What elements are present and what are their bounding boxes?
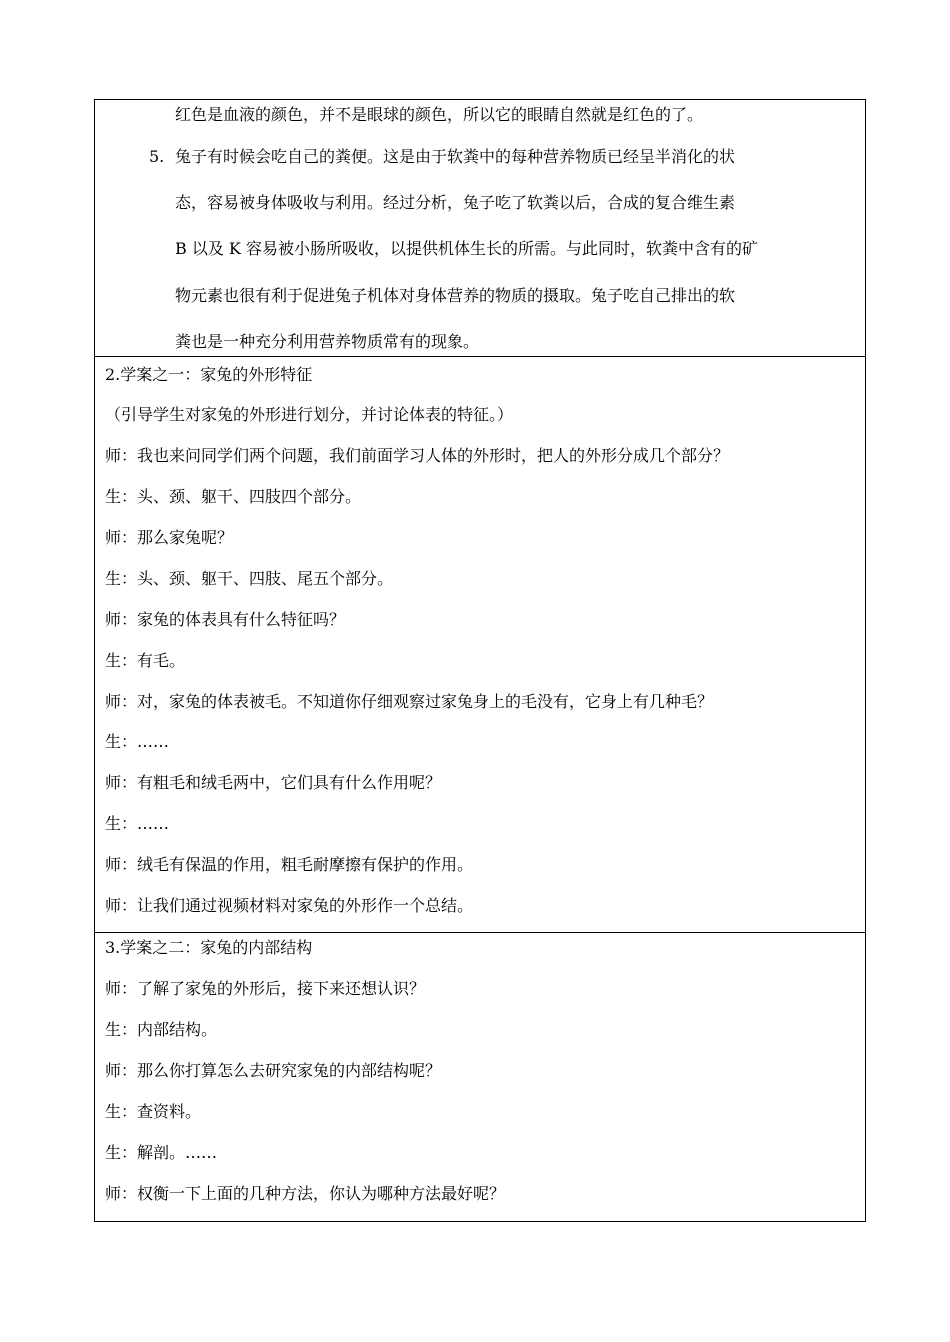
text-line: 师：那么你打算怎么去研究家兔的内部结构呢？ bbox=[105, 1061, 442, 1080]
section-heading: 2.学案之一：家兔的外形特征 bbox=[105, 365, 313, 384]
lesson-table bbox=[94, 99, 866, 1222]
text-line: 师：权衡一下上面的几种方法，你认为哪种方法最好呢？ bbox=[105, 1184, 506, 1203]
text-line: 物元素也很有利于促进兔子机体对身体营养的物质的摄取。兔子吃自己排出的软 bbox=[175, 286, 736, 305]
text-line: 师：我也来问同学们两个问题，我们前面学习人体的外形时，把人的外形分成几个部分？ bbox=[105, 446, 730, 465]
text-line: 生：头、颈、躯干、四肢、尾五个部分。 bbox=[105, 569, 394, 588]
text-line: 生：…… bbox=[105, 814, 170, 833]
list-number: 5. bbox=[149, 147, 165, 166]
text-line: 态，容易被身体吸收与利用。经过分析，兔子吃了软粪以后，合成的复合维生素 bbox=[175, 193, 736, 212]
text-line: 生：头、颈、躯干、四肢四个部分。 bbox=[105, 487, 362, 506]
text-line: 师：有粗毛和绒毛两中，它们具有什么作用呢？ bbox=[105, 773, 442, 792]
table-cell-notes bbox=[95, 100, 865, 357]
text-line: 生：有毛。 bbox=[105, 651, 186, 670]
text-line: （引导学生对家兔的外形进行划分，并讨论体表的特征。） bbox=[105, 405, 514, 424]
text-line: 师：家兔的体表具有什么特征吗？ bbox=[105, 610, 346, 629]
table-cell-external-features bbox=[95, 357, 865, 933]
text-line: 兔子有时候会吃自己的粪便。这是由于软粪中的每种营养物质已经呈半消化的状 bbox=[175, 147, 736, 166]
section-heading: 3.学案之二：家兔的内部结构 bbox=[105, 938, 313, 957]
text-line: 生：解剖。…… bbox=[105, 1143, 218, 1162]
text-line: 生：查资料。 bbox=[105, 1102, 202, 1121]
text-line: 粪也是一种充分利用营养物质常有的现象。 bbox=[175, 332, 480, 351]
text-line: 生：内部结构。 bbox=[105, 1020, 218, 1039]
text-line: 红色是血液的颜色，并不是眼球的颜色，所以它的眼睛自然就是红色的了。 bbox=[175, 105, 704, 124]
text-line: 师：了解了家兔的外形后，接下来还想认识？ bbox=[105, 979, 426, 998]
text-line: 师：那么家兔呢？ bbox=[105, 528, 234, 547]
text-line: 师：让我们通过视频材料对家兔的外形作一个总结。 bbox=[105, 896, 474, 915]
text-line: 师：绒毛有保温的作用，粗毛耐摩擦有保护的作用。 bbox=[105, 855, 474, 874]
text-line: 生：…… bbox=[105, 732, 170, 751]
text-line: 师：对，家兔的体表被毛。不知道你仔细观察过家兔身上的毛没有，它身上有几种毛？ bbox=[105, 692, 714, 711]
table-cell-internal-structure bbox=[95, 933, 865, 1221]
text-line: B 以及 K 容易被小肠所吸收，以提供机体生长的所需。与此同时，软粪中含有的矿 bbox=[175, 239, 758, 258]
